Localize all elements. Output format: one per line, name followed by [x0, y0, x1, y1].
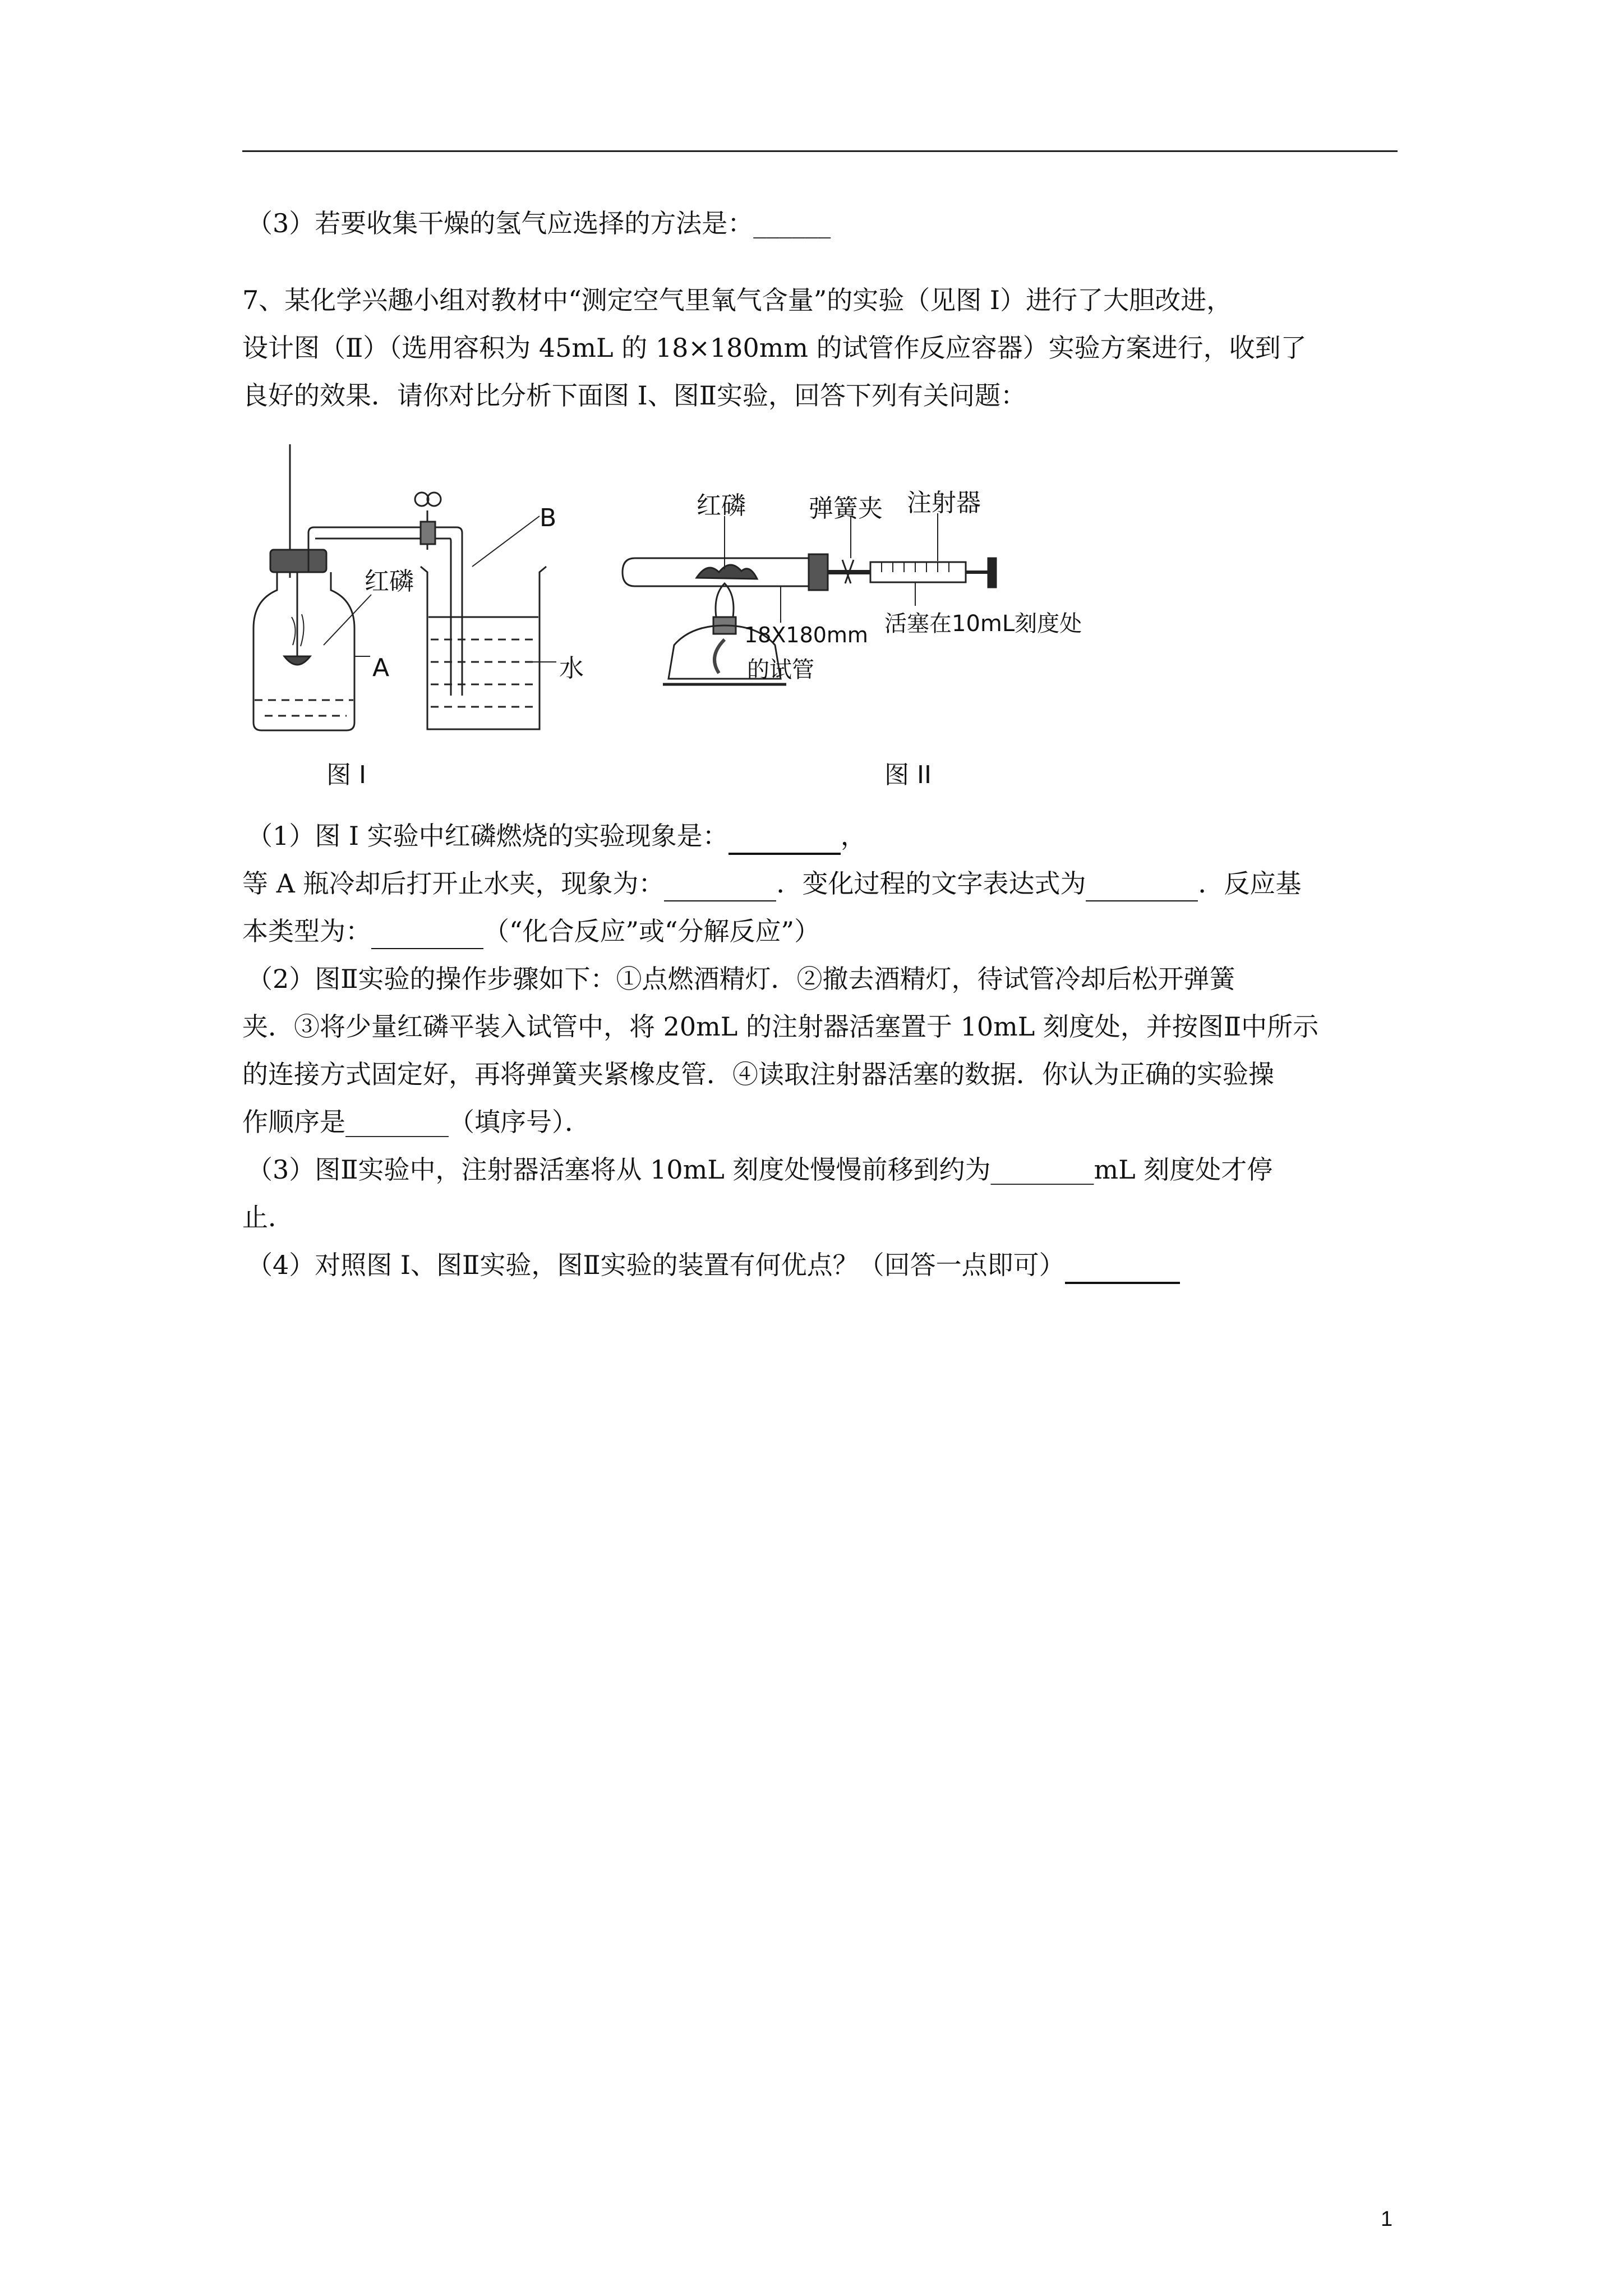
- sub1-text-b2: ．变化过程的文字表达式为: [776, 868, 1086, 899]
- fig2-red-phosphorus-label: 红磷: [697, 491, 746, 520]
- fig2-tube-size-label: 18X180mm: [744, 623, 868, 647]
- sub4-text: （4）对照图 I、图Ⅱ实验，图Ⅱ实验的装置有何优点？（回答一点即可）: [247, 1250, 1065, 1280]
- sub3-line-1: （3）图Ⅱ实验中，注射器活塞将从 10mL 刻度处慢慢前移到约为________mL 刻度处才停: [247, 1154, 1273, 1185]
- fig1-red-phosphorus-label: 红磷: [365, 567, 414, 596]
- answer-blank-3: [1086, 867, 1198, 901]
- header-rule: [242, 150, 1398, 152]
- q7-intro-line-3: 良好的效果．请你对比分析下面图 I、图Ⅱ实验，回答下列有关问题：: [242, 380, 1027, 411]
- answer-blank-5: [1065, 1248, 1180, 1284]
- fig1-water-label: 水: [559, 654, 584, 683]
- sub1-line-2: [242, 867, 1301, 901]
- sub1-line-3: [242, 914, 820, 949]
- sub1-text-b1: 等 A 瓶冷却后打开止水夹，现象为：: [242, 868, 665, 899]
- fig1-a-label: A: [372, 654, 390, 682]
- answer-blank-1: [728, 819, 841, 855]
- sub1-text-a1: （1）图 I 实验中红磷燃烧的实验现象是：: [247, 821, 728, 851]
- answer-blank-2: [664, 867, 776, 901]
- fig1-b-label: B: [540, 504, 557, 532]
- fig2-syringe-label: 注射器: [907, 489, 981, 517]
- sub2-line-4: 作顺序是________（填序号）．: [242, 1107, 591, 1137]
- q6-part3: （3）若要收集干燥的氢气应选择的方法是：______: [247, 208, 831, 238]
- fig2-spring-clip-label: 弹簧夹: [809, 494, 883, 523]
- q7-intro-line-2: 设计图（Ⅱ）（选用容积为 45mL 的 18×180mm 的试管作反应容器）实验方案进行，收到了: [242, 333, 1307, 363]
- experiment-figures: [242, 432, 1196, 802]
- sub2-line-1: （2）图Ⅱ实验的操作步骤如下：①点燃酒精灯．②撤去酒精灯，待试管冷却后松开弹簧: [247, 964, 1235, 994]
- fig2-tube-label: 的试管: [747, 657, 814, 683]
- fig1-caption: 图 I: [326, 761, 366, 789]
- sub2-line-2: 夹．③将少量红磷平装入试管中，将 20mL 的注射器活塞置于 10mL 刻度处，并按图Ⅱ中所示: [242, 1011, 1319, 1042]
- page-number: 1: [1381, 2207, 1393, 2231]
- fig2-piston-label: 活塞在10mL刻度处: [884, 611, 1082, 637]
- fig2-caption: 图 II: [884, 761, 932, 789]
- sub1-text-c2: （“化合反应”或“分解反应”）: [483, 916, 820, 946]
- sub1-text-c1: 本类型为：: [242, 916, 371, 946]
- sub1-text-a2: ，: [840, 821, 866, 851]
- sub4-line: [247, 1248, 1180, 1284]
- sub1-text-b3: ．反应基: [1198, 868, 1302, 899]
- sub1-line-1: [247, 819, 866, 855]
- sub2-line-3: 的连接方式固定好，再将弹簧夹紧橡皮管．④读取注射器活塞的数据．你认为正确的实验操: [242, 1059, 1274, 1089]
- q7-intro-line-1: 7、某化学兴趣小组对教材中“测定空气里氧气含量”的实验（见图 I）进行了大胆改进，: [242, 285, 1233, 315]
- sub3-line-2: 止．: [242, 1202, 294, 1232]
- answer-blank-4: [371, 914, 483, 949]
